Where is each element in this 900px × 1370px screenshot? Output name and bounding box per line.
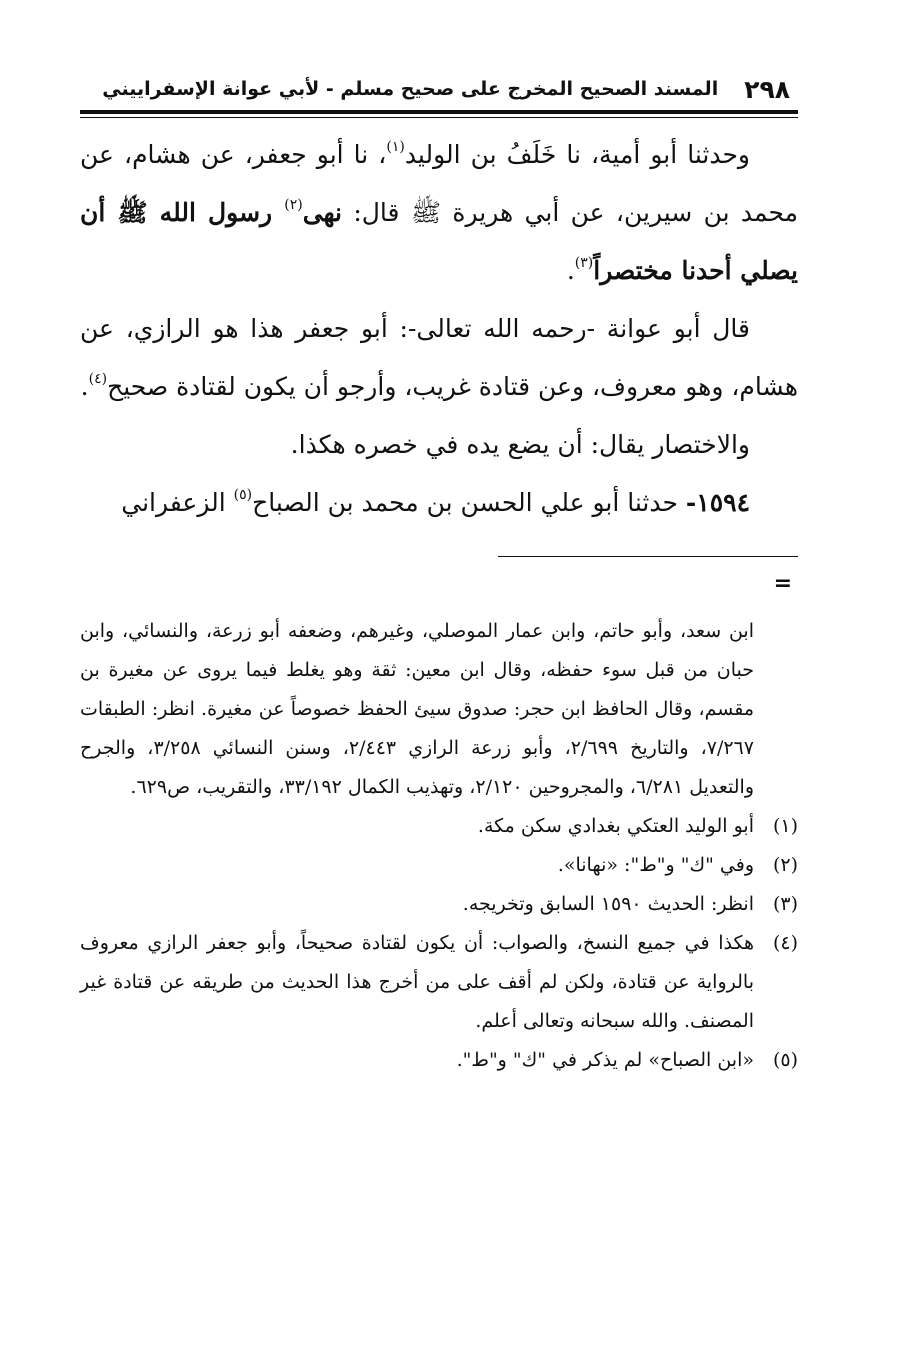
footnote-separator [498,556,798,557]
header-rule-thick [80,110,798,114]
footnote-ref: (٥) [233,487,253,503]
book-page [80,0,798,1370]
footnotes [80,612,798,1080]
text-span: حدثنا أبو علي الحسن بن محمد بن الصباح [252,488,686,517]
footnote-ref: (٤) [88,371,108,387]
paragraph-hadith-1594 [80,474,798,532]
header-rule-thin [80,117,798,118]
main-text [80,126,798,532]
footnote-ref: (٣) [574,255,594,271]
bold-text: رسول الله ﷺ أن يصلي أحدنا مختصراً [80,198,798,285]
hadith-number: ١٥٩٤- [685,488,750,517]
text-span: . [80,372,89,401]
paragraph-definition [80,416,798,474]
footnote-text: أبو الوليد العتكي بغدادي سكن مكة. [477,815,754,837]
footnote-continuation: ابن سعد، وأبو حاتم، وابن عمار الموصلي، وغيرهم، وضعفه أبو زرعة، والنسائي، وابن حبان من قبل سوء حفظه، وقال ابن معين: ثقة وهو يغلط فيما يروى عن مغيرة بن مقسم، وقال الحافظ ابن حجر: صدوق سيئ الحفظ خصوصاً عن مغيرة. انظر: الطبقات ٧/٢٦٧، والتاريخ ٢/٦٩٩، وأبو زرعة الرازي ٢/٤٤٣، وسنن النسائي ٣/٢٥٨، والجرح والتعديل ٦/٢٨١، والمجروحين ٢/١٢٠، وتهذيب الكمال ٣٣/١٩٢، والتقريب، ص٦٢٩. [80,620,754,798]
footnote-text: انظر: الحديث ١٥٩٠ السابق وتخريجه. [462,893,754,915]
paragraph-commentary [80,300,798,416]
text-span: الزعفراني [121,488,234,517]
footnote-text: «ابن الصباح» لم يذكر في "ك" و"ط". [456,1049,754,1071]
page-number: ٢٩٨ [744,74,790,104]
text-span: . [566,256,575,285]
footnote-ref: (١) [386,139,405,155]
footnote-number: (٥) [772,1049,798,1071]
paragraph-hadith-text [80,126,798,300]
text-span: قال أبو عوانة -رحمه الله تعالى-: أبو جعفر هذا هو الرازي، عن هشام، وهو معروف، وعن قتادة غريب، وأرجو أن يكون لقتادة صحيح [80,314,798,401]
footnote-item [80,924,798,1041]
text-span: ، نا أبو جعفر، عن هشام، عن محمد بن سيرين، عن أبي هريرة ﷺ قال: [80,140,798,227]
text-span: والاختصار يقال: أن يضع يده في خصره هكذا. [290,430,750,459]
footnote-item [80,885,798,924]
footnote-text: هكذا في جميع النسخ، والصواب: أن يكون لقتادة صحيحاً، وأبو جعفر الرازي معروف بالرواية عن قتادة، ولكن لم أقف على من أخرج هذا الحديث من طريقه عن قتادة غير المصنف. والله سبحانه وتعالى أعلم. [80,932,754,1032]
text-span: وحدثنا أبو أمية، نا خَلَفُ بن الوليد [404,140,750,169]
footnote-item [80,807,798,846]
footnote-text: وفي "ك" و"ط": «نهانا». [557,854,754,876]
continued-mark: = [773,571,792,596]
footnote-item [80,846,798,885]
footnote-item [80,1041,798,1080]
footnote-number: (٤) [772,932,798,954]
footnote-number: (٣) [772,893,798,915]
footnote-ref: (٢) [284,197,303,213]
footnote-number: (١) [772,815,798,837]
footnote-number: (٢) [772,854,798,876]
bold-text: نهى [302,198,343,227]
running-title: المسند الصحيح المخرج على صحيح مسلم - لأبي عوانة الإسفراييني [102,78,719,100]
page-header [80,72,798,106]
